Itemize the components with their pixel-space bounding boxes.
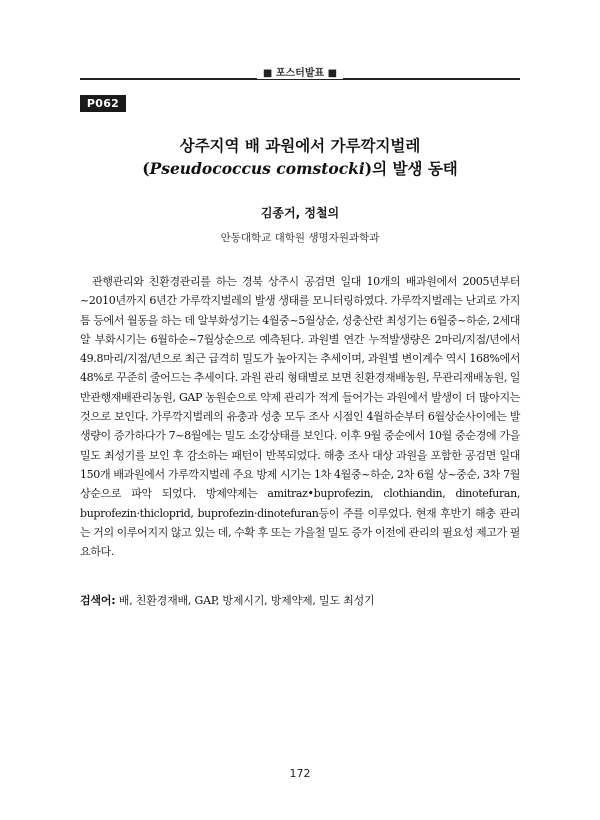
poster-code-badge: P062 bbox=[80, 95, 126, 112]
abstract-body: 관행관리와 친환경관리를 하는 경북 상주시 공검면 일대 10개의 배과원에서 2005년부터~2010년까지 6년간 가루깍지벌레의 발생 생태를 모니터링하였다. 가루깍지벌레는 난괴로 가지틈 등에서 월동을 하는 데 알부화성기는 4월중~5월상순, 성충산란 최성기는 6월중~하순, 2세대 알 부화시기는 6월하순~7월상순으로 예측된다. 과원별 연간 누적발생량은 2마리/지점/년에서 49.8마리/지점/년으로 최근 급격히 밀도가 높아지는 추세이며, 과원별 변이계수 역시 168%에서 48%로 꾸준히 줄어드는 추세이다. 과원 관리 형태별로 보면 친환경재배농원, 무관리재배농원, 일반관행재배관리농원, GAP 농원순으로 약제 관리가 적게 들어가는 과원에서 발생이 더 많아지는 것으로 보인다. 가루깍지벌레의 유충과 성충 모두 조사 시점인 4월하순부터 6월상순사이에는 발생량이 증가하다가 7~8월에는 밀도 소강상태를 보인다. 이후 9월 중순에서 10월 중순경에 가을 밀도 최성기를 보인 후 감소하는 패턴이 반복되었다. 해충 조사 대상 과원을 포함한 공검면 일대 150개 배과원에서 가루깍지벌레 주요 방제 시기는 1차 4월중~하순, 2차 6월 상~중순, 3차 7월상순으로 파악 되었다. 방제약제는 amitraz•buprofezin, clothiandin, dinotefuran, buprofezin·thicloprid, buprofezin·dinotefuran등이 주를 이루었다. 현재 후반기 해충 관리는 거의 이루어지지 않고 있는 데, 수확 후 또는 가을철 밀도 증가 이전에 관리의 필요성 제고가 필요하다. bbox=[80, 275, 520, 559]
section-label: ■ 포스터발표 ■ bbox=[257, 64, 343, 79]
title-line-2: (Pseudococcus comstocki)의 발생 동태 bbox=[142, 159, 458, 178]
paper-title bbox=[60, 134, 540, 180]
authors: 김종거, 정철의 bbox=[260, 206, 340, 220]
keywords-list: 배, 친환경재배, GAP, 방제시기, 방제약제, 밀도 최성기 bbox=[118, 594, 375, 607]
title-line-2-rest: 의 발생 동태 bbox=[372, 159, 458, 178]
title-line-1: 상주지역 배 과원에서 가루깍지벌레 bbox=[179, 136, 421, 155]
keywords-label: 검색어: bbox=[80, 594, 116, 607]
keywords bbox=[80, 592, 520, 608]
page-number: 172 bbox=[289, 767, 311, 780]
title-species: Pseudococcus comstocki bbox=[149, 159, 365, 178]
section-header bbox=[80, 64, 520, 80]
affiliation: 안동대학교 대학원 생명자원과학과 bbox=[220, 232, 380, 244]
